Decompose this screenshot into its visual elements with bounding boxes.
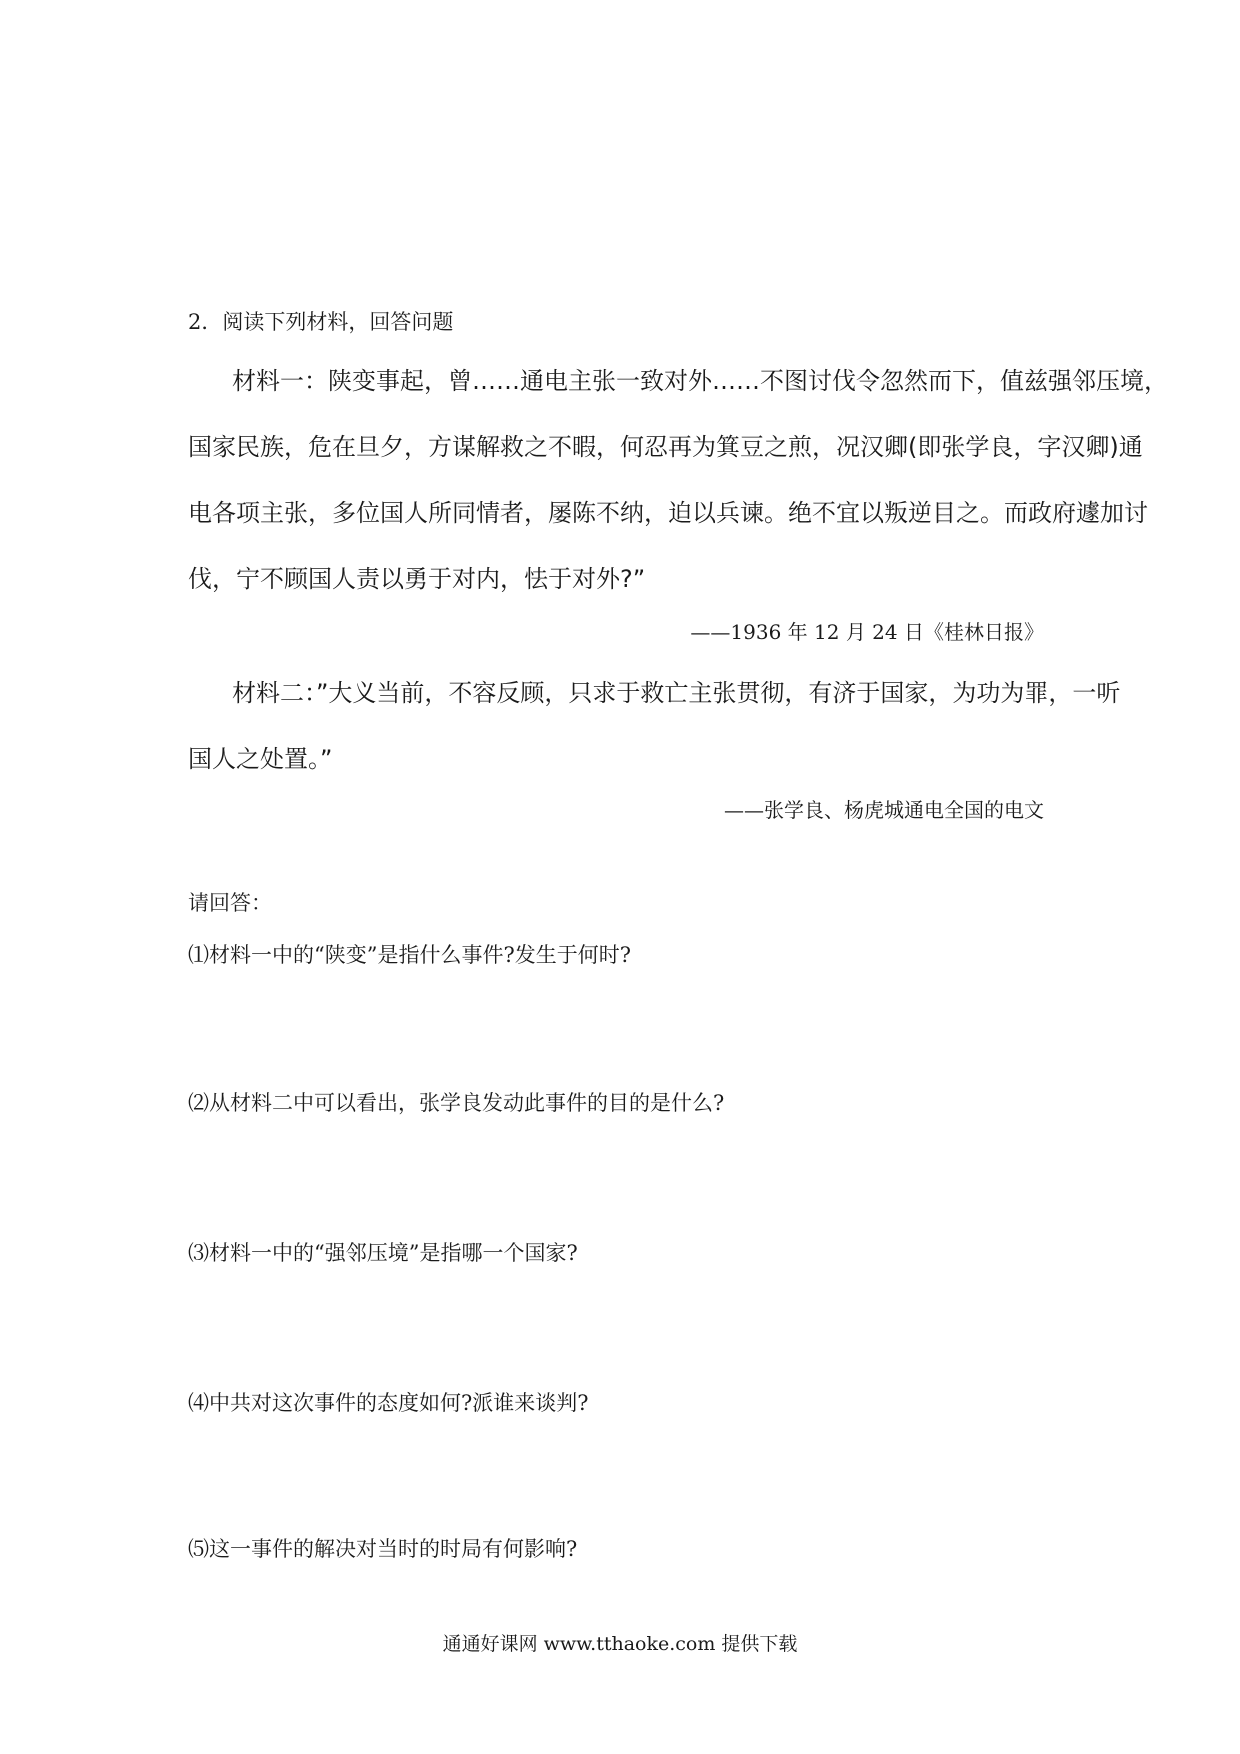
material1-line-2: 国家民族，危在旦夕，方谋解救之不暇，何忍再为箕豆之煎，况汉卿(即张学良，字汉卿)通 [188,433,1143,461]
material1-source: ——1936 年 12 月 24 日《桂林日报》 [690,620,1044,644]
sub-question-5: ⑸这一事件的解决对当时的时局有何影响? [188,1537,578,1561]
material2-line-2: 国人之处置。” [188,745,333,773]
material2-source: ——张学良、杨虎城通电全国的电文 [724,798,1044,822]
material2-line-1: 材料二：”大义当前，不容反顾，只求于救亡主张贯彻，有济于国家，为功为罪，一听 [232,679,1121,707]
sub-question-1: ⑴材料一中的“陕变”是指什么事件?发生于何时? [188,943,631,967]
material1-line-4: 伐，宁不顾国人责以勇于对内，怯于对外?” [188,565,646,593]
material1-line-1: 材料一：陕变事起，曾……通电主张一致对外……不图讨伐令忽然而下，值兹强邻压境， [232,367,1168,395]
material1-line-3: 电各项主张，多位国人所同情者，屡陈不纳，迫以兵谏。绝不宜以叛逆目之。而政府遽加讨 [188,499,1148,527]
sub-question-3: ⑶材料一中的“强邻压境”是指哪一个国家? [188,1241,578,1265]
question-title: 2．阅读下列材料，回答问题 [188,310,454,334]
answer-prompt: 请回答： [188,891,272,915]
sub-question-2: ⑵从材料二中可以看出，张学良发动此事件的目的是什么? [188,1091,725,1115]
sub-question-4: ⑷中共对这次事件的态度如何?派谁来谈判? [188,1391,589,1415]
footer-text: 通通好课网 www.tthaoke.com 提供下载 [442,1633,798,1655]
